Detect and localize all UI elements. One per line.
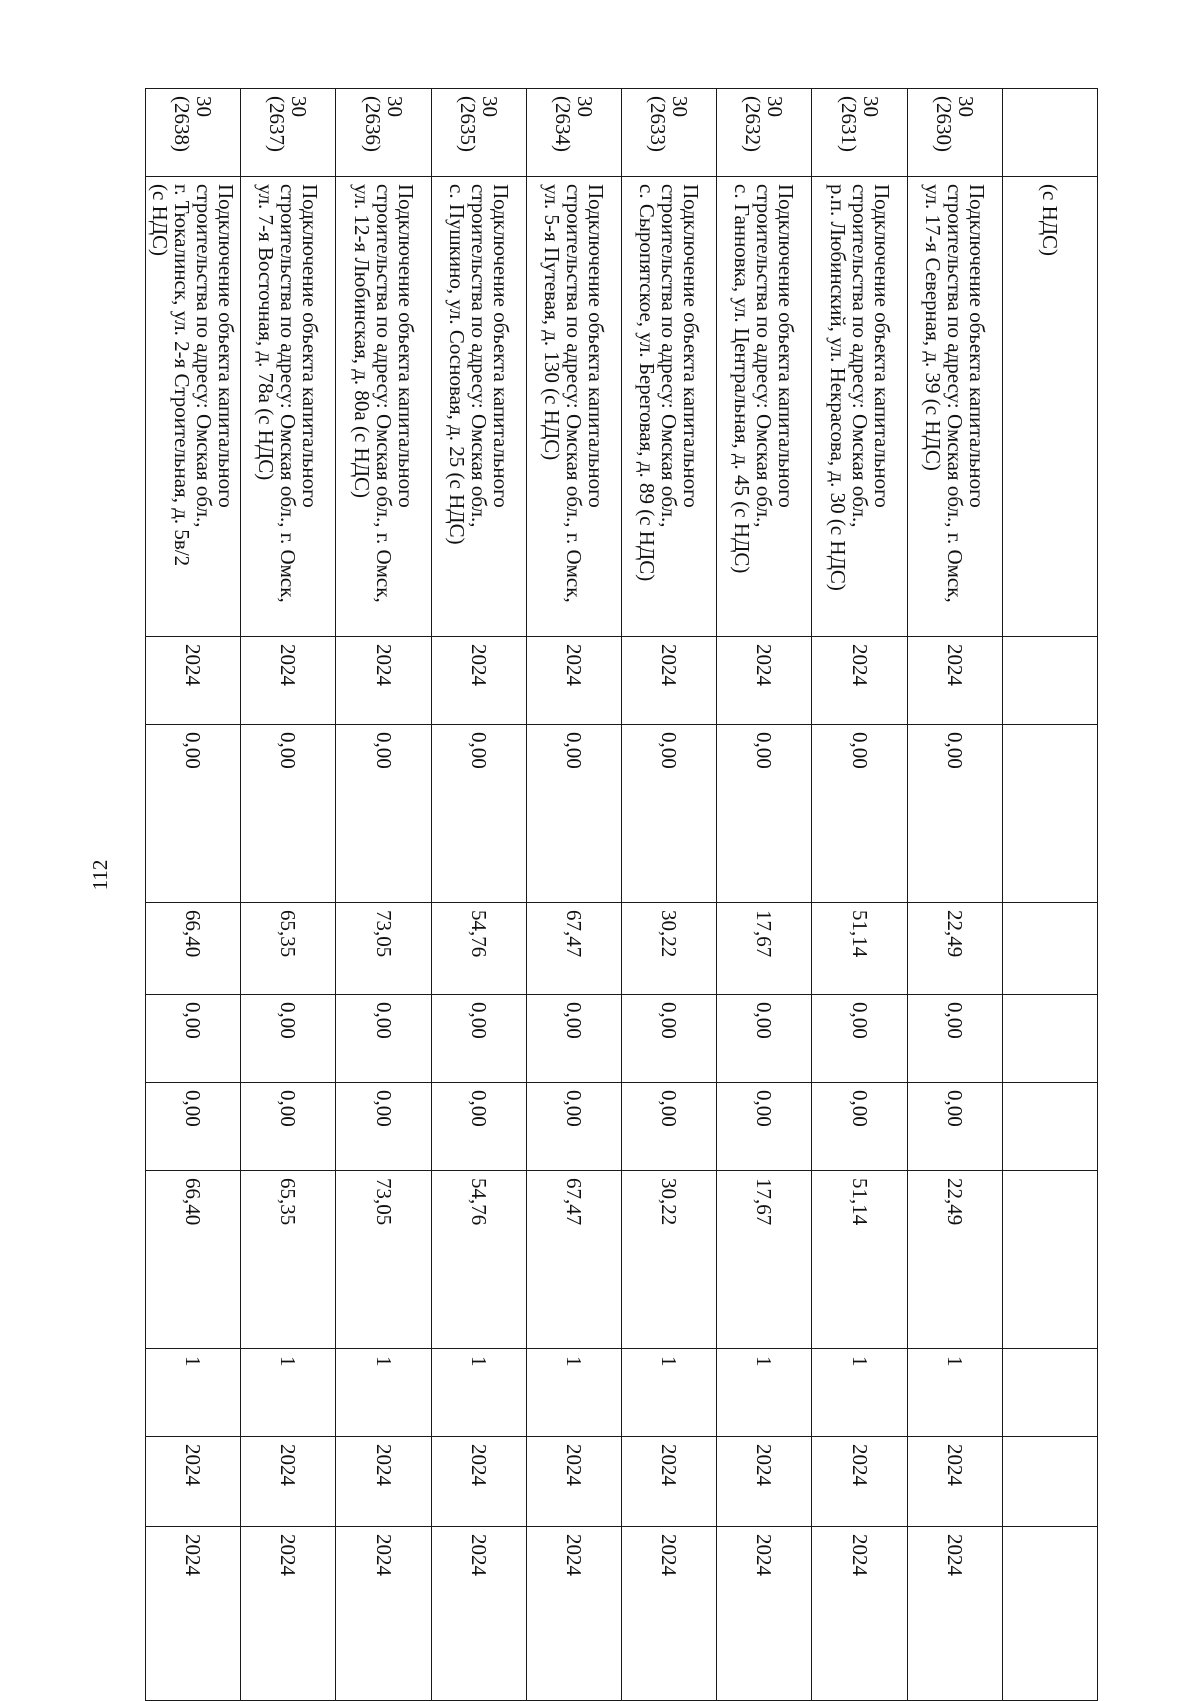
- header-cell-num: [1002, 89, 1097, 177]
- start-year-cell: 2024: [812, 1437, 907, 1527]
- table-row: [336, 89, 431, 1701]
- description-line: Подключение объекта капитального: [214, 184, 239, 508]
- end-year-cell: 2024: [907, 1527, 1002, 1701]
- description-line: строительства по адресу: Омская обл., г. Омск,: [942, 184, 967, 603]
- year-cell: 2024: [717, 637, 812, 725]
- year-cell: 2024: [622, 637, 717, 725]
- quantity-cell: 1: [336, 1349, 431, 1437]
- quantity-cell: 1: [526, 1349, 621, 1437]
- description-cell: [622, 177, 717, 637]
- start-year-cell: 2024: [431, 1437, 526, 1527]
- description-line: Подключение объекта капитального: [488, 184, 513, 508]
- description-line: ул. 12-я Любинская, д. 80а (с НДС): [349, 184, 374, 499]
- row-code: (2634): [550, 96, 575, 152]
- value-cell-5: 54,76: [431, 1171, 526, 1349]
- table-row: [431, 89, 526, 1701]
- row-number: 30: [287, 96, 312, 117]
- quantity-cell: 1: [241, 1349, 336, 1437]
- end-year-cell: 2024: [526, 1527, 621, 1701]
- quantity-cell: 1: [431, 1349, 526, 1437]
- description-line: Подключение объекта капитального: [583, 184, 608, 508]
- value-cell-3: 0,00: [336, 995, 431, 1083]
- description-line: (с НДС): [148, 184, 173, 257]
- row-code: (2635): [455, 96, 480, 152]
- year-cell: 2024: [431, 637, 526, 725]
- value-cell-3: 0,00: [717, 995, 812, 1083]
- row-number: 30: [763, 96, 788, 117]
- description-line: ул. 17-я Северная, д. 39 (с НДС): [920, 184, 945, 471]
- start-year-cell: 2024: [241, 1437, 336, 1527]
- value-cell-3: 0,00: [526, 995, 621, 1083]
- value-cell-1: 0,00: [336, 725, 431, 903]
- description-cell: [146, 177, 241, 637]
- end-year-cell: 2024: [431, 1527, 526, 1701]
- row-number-cell: [717, 89, 812, 177]
- end-year-cell: 2024: [241, 1527, 336, 1701]
- value-cell-5: 22,49: [907, 1171, 1002, 1349]
- value-cell-1: 0,00: [812, 725, 907, 903]
- value-cell-3: 0,00: [812, 995, 907, 1083]
- value-cell-3: 0,00: [146, 995, 241, 1083]
- row-number: 30: [858, 96, 883, 117]
- value-cell-2: 51,14: [812, 903, 907, 995]
- description-line: с. Пушкино, ул. Сосновая, д. 25 (с НДС): [444, 184, 469, 545]
- value-cell-1: 0,00: [146, 725, 241, 903]
- rotated-table-container: [145, 88, 1098, 1700]
- header-cell-qty: [1002, 1349, 1097, 1437]
- row-code: (2638): [170, 96, 195, 152]
- header-cell-end: [1002, 1527, 1097, 1701]
- year-cell: 2024: [812, 637, 907, 725]
- value-cell-5: 65,35: [241, 1171, 336, 1349]
- table-row: [622, 89, 717, 1701]
- description-line: строительства по адресу: Омская обл.,: [752, 184, 777, 528]
- description-cell: [526, 177, 621, 637]
- start-year-cell: 2024: [336, 1437, 431, 1527]
- quantity-cell: 1: [812, 1349, 907, 1437]
- header-cell-v4: [1002, 1083, 1097, 1171]
- table-row: [526, 89, 621, 1701]
- table-row: [241, 89, 336, 1701]
- row-number: 30: [668, 96, 693, 117]
- description-line: строительства по адресу: Омская обл., г. Омск,: [371, 184, 396, 603]
- value-cell-1: 0,00: [431, 725, 526, 903]
- value-cell-2: 66,40: [146, 903, 241, 995]
- start-year-cell: 2024: [907, 1437, 1002, 1527]
- start-year-cell: 2024: [717, 1437, 812, 1527]
- value-cell-2: 65,35: [241, 903, 336, 995]
- value-cell-2: 73,05: [336, 903, 431, 995]
- description-line: строительства по адресу: Омская обл., г. Омск,: [276, 184, 301, 603]
- end-year-cell: 2024: [717, 1527, 812, 1701]
- description-line: ул. 5-я Путевая, д. 130 (с НДС): [539, 184, 564, 461]
- row-number-cell: [336, 89, 431, 177]
- table-header-row: [1002, 89, 1097, 1701]
- row-code: (2637): [265, 96, 290, 152]
- description-line: строительства по адресу: Омская обл.,: [192, 184, 217, 528]
- row-number: 30: [572, 96, 597, 117]
- row-number: 30: [192, 96, 217, 117]
- year-cell: 2024: [146, 637, 241, 725]
- header-cell-v3: [1002, 995, 1097, 1083]
- table-row: [907, 89, 1002, 1701]
- value-cell-5: 73,05: [336, 1171, 431, 1349]
- value-cell-3: 0,00: [907, 995, 1002, 1083]
- row-code: (2630): [931, 96, 956, 152]
- header-cell-year: [1002, 637, 1097, 725]
- description-line: строительства по адресу: Омская обл., г. Омск,: [561, 184, 586, 603]
- table-body: [146, 89, 1098, 1701]
- description-line: с. Ганновка, ул. Центральная, д. 45 (с НДС): [730, 184, 755, 574]
- value-cell-5: 51,14: [812, 1171, 907, 1349]
- description-line: г. Тюкалинск, ул. 2-я Строительная, д. 5в/2: [170, 184, 195, 567]
- description-cell: [907, 177, 1002, 637]
- row-code: (2633): [646, 96, 671, 152]
- header-cell-v2: [1002, 903, 1097, 995]
- description-line: Подключение объекта капитального: [393, 184, 418, 508]
- quantity-cell: 1: [907, 1349, 1002, 1437]
- header-cell-v1: [1002, 725, 1097, 903]
- description-cell: [431, 177, 526, 637]
- row-number-cell: [907, 89, 1002, 177]
- row-code: (2631): [836, 96, 861, 152]
- page-number: 112: [88, 859, 112, 891]
- row-number-cell: [241, 89, 336, 177]
- value-cell-5: 67,47: [526, 1171, 621, 1349]
- header-cell-v5: [1002, 1171, 1097, 1349]
- header-cell-start: [1002, 1437, 1097, 1527]
- value-cell-4: 0,00: [526, 1083, 621, 1171]
- description-cell: [336, 177, 431, 637]
- value-cell-1: 0,00: [907, 725, 1002, 903]
- year-cell: 2024: [907, 637, 1002, 725]
- value-cell-2: 17,67: [717, 903, 812, 995]
- row-number-cell: [622, 89, 717, 177]
- row-code: (2636): [360, 96, 385, 152]
- value-cell-1: 0,00: [622, 725, 717, 903]
- row-number-cell: [526, 89, 621, 177]
- quantity-cell: 1: [717, 1349, 812, 1437]
- description-line: Подключение объекта капитального: [964, 184, 989, 508]
- value-cell-4: 0,00: [622, 1083, 717, 1171]
- description-line: строительства по адресу: Омская обл.,: [657, 184, 682, 528]
- row-number-cell: [146, 89, 241, 177]
- year-cell: 2024: [526, 637, 621, 725]
- value-cell-5: 30,22: [622, 1171, 717, 1349]
- value-cell-2: 30,22: [622, 903, 717, 995]
- value-cell-5: 17,67: [717, 1171, 812, 1349]
- description-line: Подключение объекта капитального: [869, 184, 894, 508]
- quantity-cell: 1: [622, 1349, 717, 1437]
- start-year-cell: 2024: [146, 1437, 241, 1527]
- value-cell-1: 0,00: [717, 725, 812, 903]
- value-cell-1: 0,00: [241, 725, 336, 903]
- start-year-cell: 2024: [526, 1437, 621, 1527]
- year-cell: 2024: [241, 637, 336, 725]
- row-number-cell: [431, 89, 526, 177]
- value-cell-4: 0,00: [146, 1083, 241, 1171]
- value-cell-3: 0,00: [431, 995, 526, 1083]
- table-row: [812, 89, 907, 1701]
- description-line: строительства по адресу: Омская обл.,: [466, 184, 491, 528]
- description-line: р.п. Любинский, ул. Некрасова, д. 30 (с НДС): [825, 184, 850, 591]
- end-year-cell: 2024: [146, 1527, 241, 1701]
- value-cell-2: 54,76: [431, 903, 526, 995]
- description-line: Подключение объекта капитального: [679, 184, 704, 508]
- value-cell-3: 0,00: [241, 995, 336, 1083]
- header-cell-description: (с НДС): [1002, 177, 1097, 637]
- start-year-cell: 2024: [622, 1437, 717, 1527]
- value-cell-4: 0,00: [241, 1083, 336, 1171]
- row-number-cell: [812, 89, 907, 177]
- description-line: с. Сыропятское, ул. Береговая, д. 89 (с НДС): [635, 184, 660, 582]
- value-cell-4: 0,00: [907, 1083, 1002, 1171]
- table-row: [717, 89, 812, 1701]
- end-year-cell: 2024: [622, 1527, 717, 1701]
- value-cell-1: 0,00: [526, 725, 621, 903]
- description-cell: [241, 177, 336, 637]
- description-line: Подключение объекта капитального: [774, 184, 799, 508]
- row-number: 30: [382, 96, 407, 117]
- row-number: 30: [477, 96, 502, 117]
- value-cell-5: 66,40: [146, 1171, 241, 1349]
- table-row: [146, 89, 241, 1701]
- data-table: [145, 88, 1098, 1701]
- value-cell-2: 67,47: [526, 903, 621, 995]
- year-cell: 2024: [336, 637, 431, 725]
- quantity-cell: 1: [146, 1349, 241, 1437]
- description-cell: [717, 177, 812, 637]
- description-cell: [812, 177, 907, 637]
- description-line: строительства по адресу: Омская обл.,: [847, 184, 872, 528]
- value-cell-2: 22,49: [907, 903, 1002, 995]
- value-cell-4: 0,00: [431, 1083, 526, 1171]
- value-cell-3: 0,00: [622, 995, 717, 1083]
- value-cell-4: 0,00: [812, 1083, 907, 1171]
- description-line: Подключение объекта капитального: [298, 184, 323, 508]
- end-year-cell: 2024: [812, 1527, 907, 1701]
- value-cell-4: 0,00: [336, 1083, 431, 1171]
- description-line: ул. 7-я Восточная, д. 78а (с НДС): [254, 184, 279, 481]
- row-code: (2632): [741, 96, 766, 152]
- row-number: 30: [953, 96, 978, 117]
- end-year-cell: 2024: [336, 1527, 431, 1701]
- value-cell-4: 0,00: [717, 1083, 812, 1171]
